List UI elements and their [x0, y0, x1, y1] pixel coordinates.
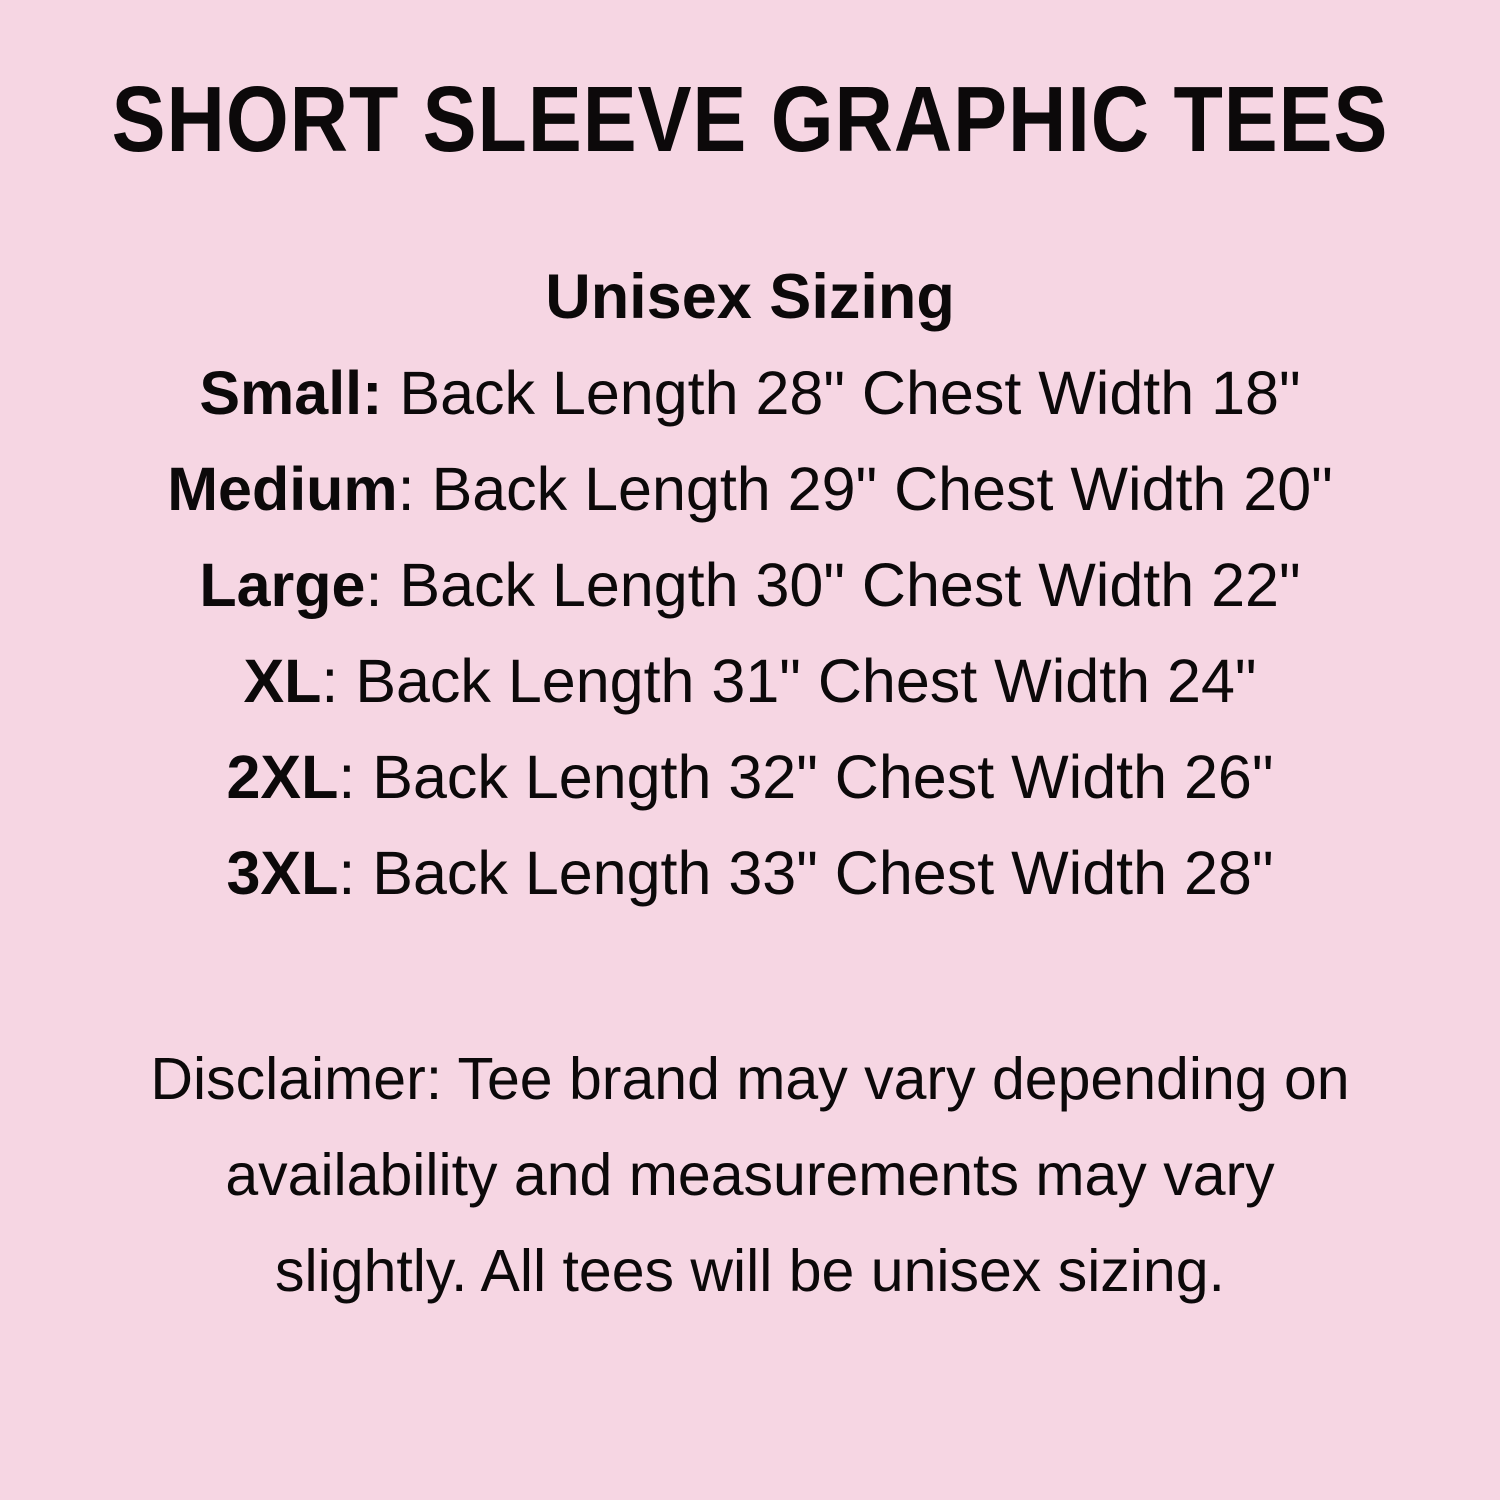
size-detail: : Back Length 32" Chest Width 26" [338, 743, 1274, 811]
disclaimer-line: availability and measurements may vary [225, 1142, 1275, 1208]
size-detail: : Back Length 31" Chest Width 24" [321, 647, 1257, 715]
disclaimer [0, 1031, 1500, 1319]
size-label: Small: [199, 359, 383, 427]
size-row-medium [0, 441, 1500, 537]
disclaimer-line: slightly. All tees will be unisex sizing. [275, 1238, 1225, 1304]
disclaimer-line: Disclaimer: Tee brand may vary depending on [150, 1046, 1350, 1112]
size-label: Large [199, 551, 366, 619]
sizing-section [0, 249, 1500, 921]
size-detail: Back Length 28" Chest Width 18" [382, 359, 1301, 427]
size-label: Medium [167, 455, 398, 523]
size-detail: : Back Length 33" Chest Width 28" [338, 839, 1274, 907]
size-detail: : Back Length 29" Chest Width 20" [397, 455, 1333, 523]
size-label: 3XL [226, 839, 339, 907]
page-title: SHORT SLEEVE GRAPHIC TEES [111, 68, 1389, 172]
size-row-small [0, 345, 1500, 441]
size-row-3xl [0, 825, 1500, 921]
size-label: 2XL [226, 743, 339, 811]
size-row-2xl [0, 729, 1500, 825]
size-row-large [0, 537, 1500, 633]
sizing-heading: Unisex Sizing [545, 262, 955, 332]
size-label: XL [243, 647, 322, 715]
size-row-xl [0, 633, 1500, 729]
size-detail: : Back Length 30" Chest Width 22" [365, 551, 1301, 619]
